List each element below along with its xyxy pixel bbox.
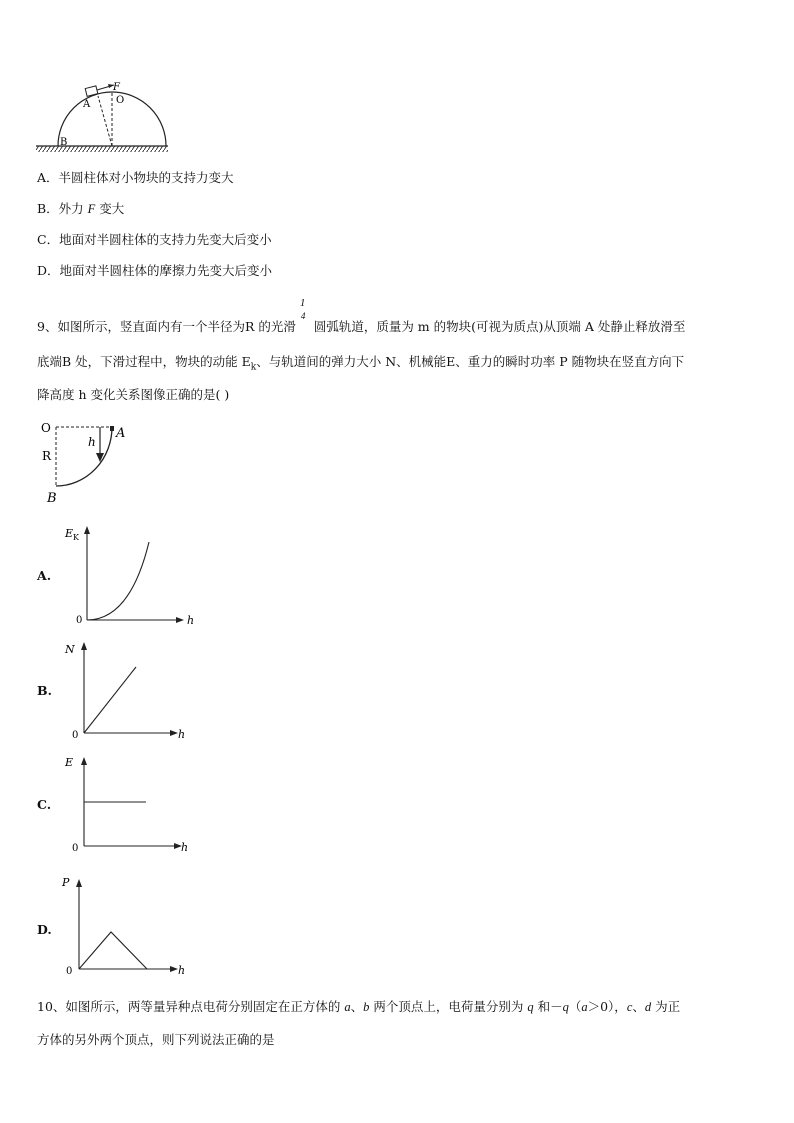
q10-t3: 两个顶点上，电荷量分别为 xyxy=(369,999,528,1014)
q10-t2: 、 xyxy=(350,999,364,1014)
q9-line1-after: 圆弧轨道，质量为 m 的物块(可视为质点)从顶端 A 处静止释放滑至 xyxy=(309,319,686,334)
q9-fraction-denominator: 4 xyxy=(300,311,306,321)
q9-fraction-numerator: 1 xyxy=(299,297,306,309)
q10-var-q: q xyxy=(527,1000,534,1014)
quarter-arc-track xyxy=(56,427,112,486)
fig9-label-B: B xyxy=(47,491,57,506)
graph-b-option-label: B. xyxy=(37,683,52,698)
graph-c-option-label: C. xyxy=(37,797,52,812)
graph-d-origin: 0 xyxy=(66,966,73,977)
graph-a-x-arrowhead xyxy=(176,617,184,623)
quarter-circle-track-figure xyxy=(38,416,138,508)
graph-a-kinetic-energy xyxy=(60,522,200,632)
graph-a-curve xyxy=(87,542,149,620)
q10-var-q2: q xyxy=(562,1000,569,1014)
q9-line2-after: 、与轨道间的弹力大小 N、机械能E、重力的瞬时功率 P 随物块在竖直方向下 xyxy=(256,354,685,369)
q10-t6: ＞0）， xyxy=(587,999,627,1014)
q10-t4: 和－ xyxy=(533,999,563,1014)
graph-d-y-arrowhead xyxy=(76,879,82,887)
fig8-label-B: B xyxy=(60,137,68,148)
fig9-label-O: O xyxy=(41,421,51,435)
fig8-label-O: O xyxy=(116,95,125,106)
graph-a-y-label-sub: K xyxy=(73,533,79,542)
graph-b-y-label: N xyxy=(65,643,75,656)
fig8-label-F: F xyxy=(113,82,120,93)
q9-line1-before: 9、如图所示，竖直面内有一个半径为R 的光滑 xyxy=(37,319,296,334)
q10-t1: 10、如图所示，两等量异种点电荷分别固定在正方体的 xyxy=(37,999,345,1014)
ground-hatch xyxy=(36,146,168,152)
half-cylinder-figure xyxy=(36,78,176,156)
q10-t5: （ xyxy=(568,999,582,1014)
graph-c-mechanical-energy xyxy=(60,751,200,861)
graph-b-line xyxy=(84,667,136,733)
graph-d-y-label: P xyxy=(62,876,70,889)
q8-option-b-var: F xyxy=(87,202,96,216)
q8-option-c: C．地面对半圆柱体的支持力先变大后变小 xyxy=(37,232,272,247)
fig9-label-R: R xyxy=(42,449,52,463)
q10-var-a2: a xyxy=(581,1000,588,1014)
graph-a-y-arrowhead xyxy=(84,526,90,534)
fig9-label-h: h xyxy=(88,435,96,449)
q10-line-1 xyxy=(37,990,759,1024)
radius-dashed-line xyxy=(98,96,112,146)
graph-c-y-arrowhead xyxy=(81,757,87,765)
graph-a-origin: 0 xyxy=(76,615,83,626)
q8-option-b-suffix: 变大 xyxy=(95,201,125,216)
graph-b-normal-force xyxy=(60,636,200,746)
q8-option-b xyxy=(37,199,124,217)
graph-b-x-arrowhead xyxy=(170,730,178,736)
q10-var-b: b xyxy=(363,1000,370,1014)
q10-t7: 、 xyxy=(632,999,645,1014)
q10-t8: 为正 xyxy=(651,999,681,1014)
graph-c-origin: 0 xyxy=(72,843,79,854)
graph-c-y-label: E xyxy=(65,756,74,769)
graph-c-x-label: h xyxy=(181,841,189,854)
graph-b-x-label: h xyxy=(178,728,186,741)
q9-line-3: 降高度 h 变化关系图像正确的是( ) xyxy=(37,387,230,402)
graph-d-triangle xyxy=(79,932,147,969)
graph-d-x-arrowhead xyxy=(170,966,178,972)
q10-var-d: d xyxy=(644,1000,652,1014)
q9-fraction xyxy=(296,297,310,331)
graph-d-x-label: h xyxy=(178,964,186,977)
q8-option-a: A．半圆柱体对小物块的支持力变大 xyxy=(37,170,234,185)
graph-a-x-label: h xyxy=(187,614,195,627)
fig8-label-A: A xyxy=(83,99,91,110)
graph-b-y-arrowhead xyxy=(81,642,87,650)
block-at-A xyxy=(110,426,114,431)
q10-line-2: 方体的另外两个顶点，则下列说法正确的是 xyxy=(37,1032,275,1047)
q8-option-b-prefix: B．外力 xyxy=(37,201,88,216)
graph-a-option-label: A. xyxy=(37,568,52,583)
graph-a-y-label: E xyxy=(65,527,74,540)
fig9-label-A: A xyxy=(116,426,126,441)
q9-line2-sub: k xyxy=(250,362,257,373)
q8-option-d: D．地面对半圆柱体的摩擦力先变大后变小 xyxy=(37,263,273,278)
q9-line-1 xyxy=(37,297,759,343)
graph-d-option-label: D. xyxy=(37,922,52,937)
q9-line2-before: 底端B 处，下滑过程中，物块的动能 E xyxy=(37,354,251,369)
graph-d-power xyxy=(60,872,200,982)
q10-var-c: c xyxy=(626,1000,633,1014)
q10-var-a: a xyxy=(344,1000,351,1014)
graph-b-origin: 0 xyxy=(72,730,79,741)
